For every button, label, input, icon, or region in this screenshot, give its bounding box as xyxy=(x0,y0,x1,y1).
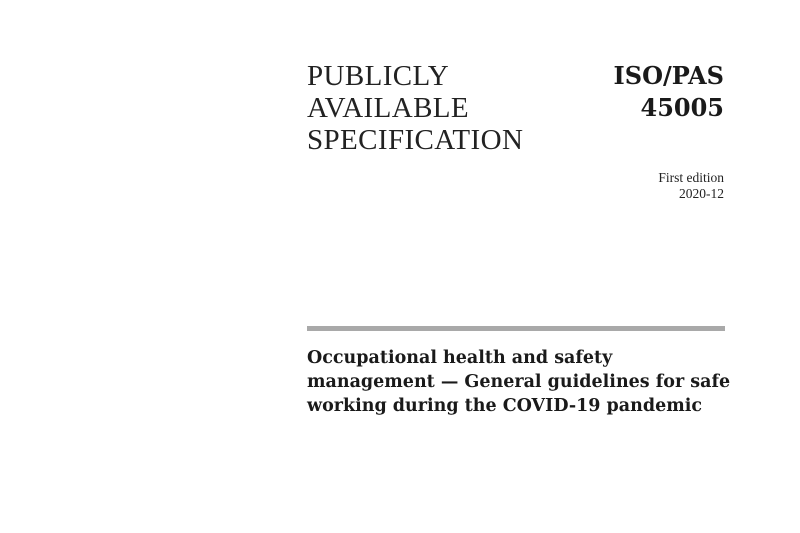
document-number-line: 45005 xyxy=(640,93,724,122)
document-type-line: SPECIFICATION xyxy=(307,124,524,156)
edition-date: 2020-12 xyxy=(679,186,724,201)
document-number-line: ISO/PAS xyxy=(613,61,724,90)
document-type-line: PUBLICLY xyxy=(307,60,450,92)
document-number xyxy=(614,60,724,124)
edition-label: First edition xyxy=(658,170,724,185)
document-title: Occupational health and safety management — General guidelines for safe working during the COVID-19 pandemic xyxy=(307,348,731,416)
edition-info xyxy=(658,170,724,202)
title-divider xyxy=(307,326,725,331)
document-type-line: AVAILABLE xyxy=(307,92,470,124)
document-type xyxy=(307,60,523,156)
